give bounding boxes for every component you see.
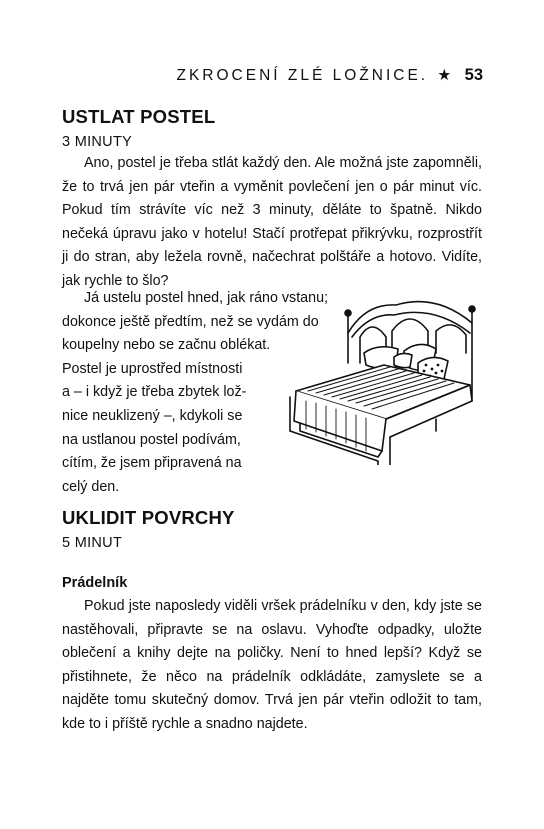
- star-separator-icon: ★: [437, 67, 452, 84]
- running-header: [0, 66, 483, 85]
- section-duration-make-bed: 3 MINUTY: [62, 134, 133, 150]
- paragraph-dresser: Pokud jste naposledy viděli vršek prádelníku v den, kdy jste se nastěhovali, připravte se na oslavu. Vyhoďte odpadky, uložte oblečení a knihy dejte na poličky. Není to hned lepší? Když se přistihnete, že něco na prádelník odkládáte, zamyslete se a najděte tomu skutečný domov. Trvá jen pár vteřin odložit to tam, kde to i příště rychle a snadno najdete.: [62, 598, 482, 732]
- text-line: a – i když je třeba zbytek lož-: [62, 384, 247, 400]
- text-line: Postel je uprostřed místnosti: [62, 361, 243, 377]
- text-line: koupelny nebo se začnu oblékat.: [62, 337, 271, 353]
- section-title-make-bed: USTLAT POSTEL: [62, 106, 216, 127]
- section-duration-surfaces: 5 MINUT: [62, 535, 123, 551]
- page-number: 53: [464, 66, 483, 84]
- running-title: ZKROCENÍ ZLÉ LOŽNICE.: [176, 67, 429, 84]
- text-line: Já ustelu postel hned, jak ráno vstanu;: [84, 290, 328, 306]
- text-line: dokonce ještě předtím, než se vydám do: [62, 314, 319, 330]
- section-title-surfaces: UKLIDIT POVRCHY: [62, 507, 235, 528]
- text-line: nice neuklizený –, kdykoli se: [62, 408, 243, 424]
- text-line: cítím, že jsem připravená na: [62, 455, 242, 471]
- paragraph-make-bed: Ano, postel je třeba stlát každý den. Ale možná jste zapomněli, že to trvá jen pár vteřin a vyměnit povlečení jen o pár minut víc. Pokud tím strávíte víc než 3 minuty, děláte to špatně. Nikdo nečeká úpravu jako v hotelu! Stačí protřepat přikrývku, rozprostřít ji do stran, aby ležela rovně, načechrat polštáře a hotovo. Vidíte, jak rychle to šlo?: [62, 155, 482, 289]
- subheading-dresser: Prádelník: [62, 575, 128, 591]
- bed-illustration: [286, 293, 478, 465]
- text-line: na ustlanou postel podívám,: [62, 432, 241, 448]
- text-line: celý den.: [62, 479, 120, 495]
